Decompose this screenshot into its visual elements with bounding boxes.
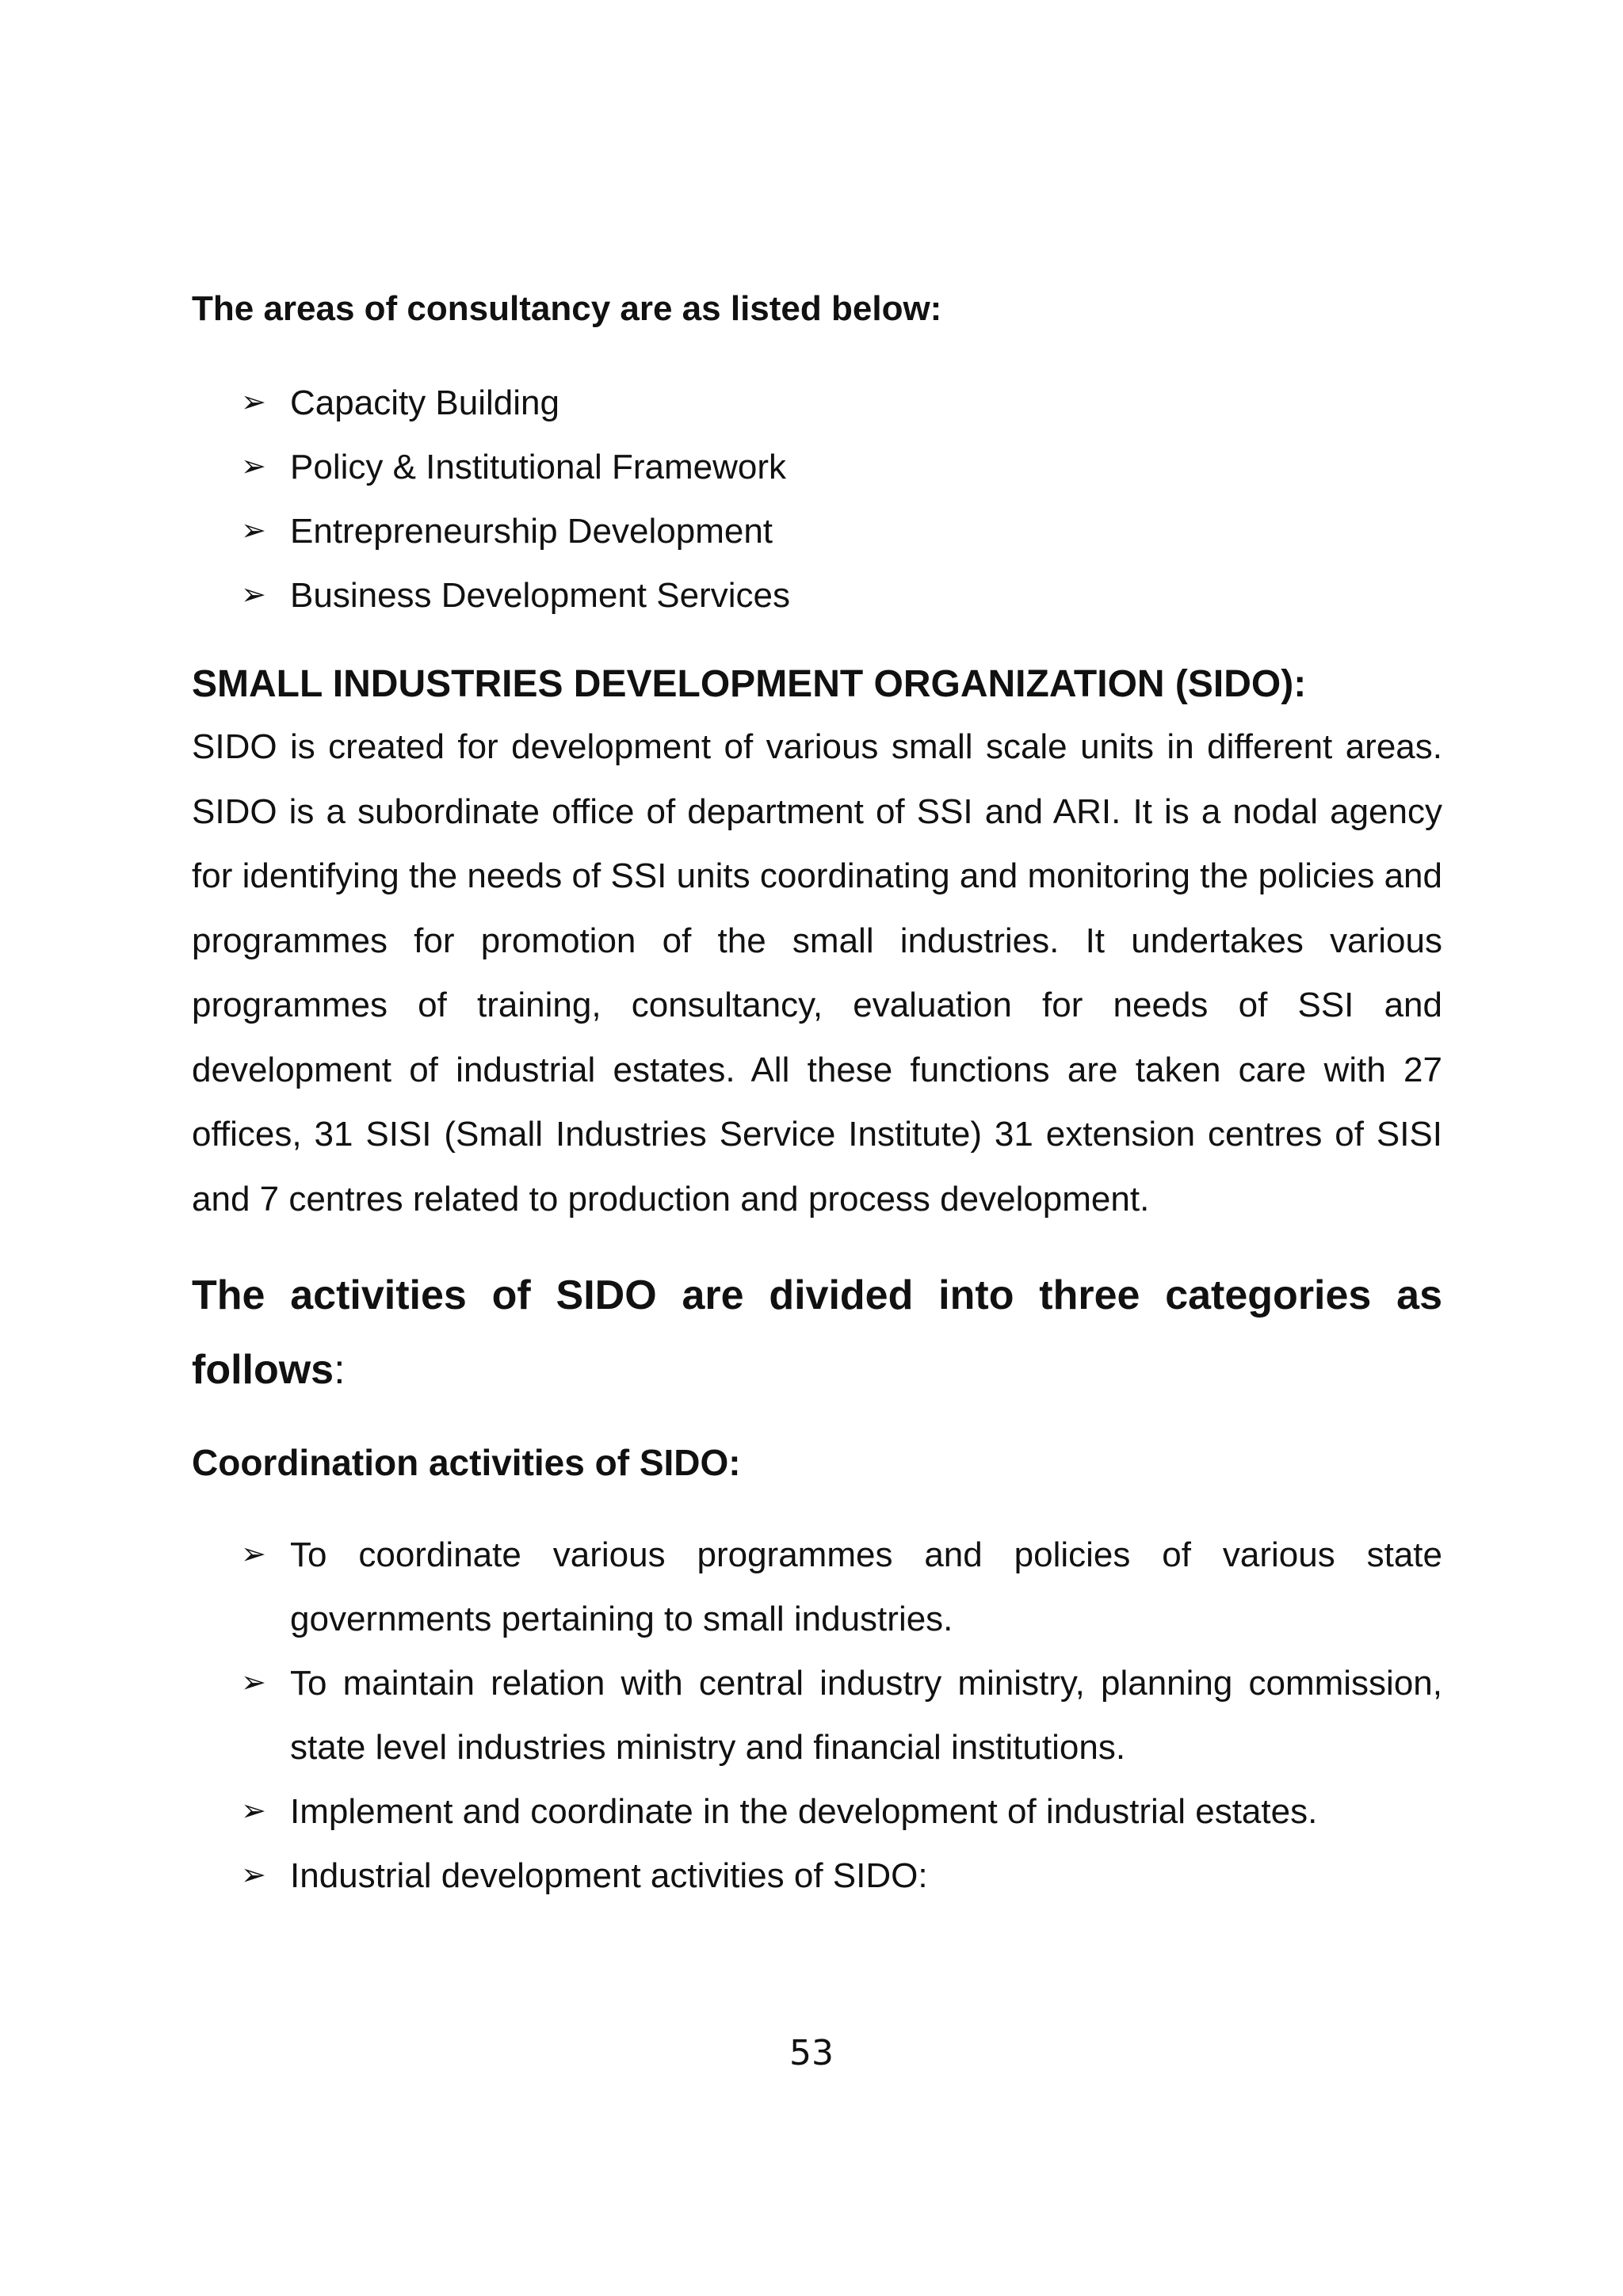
list-item-text: Policy & Institutional Framework xyxy=(290,448,786,486)
list-item xyxy=(241,1651,1442,1779)
consultancy-areas-list xyxy=(192,371,1442,627)
arrow-bullet-icon: ➢ xyxy=(241,578,266,612)
arrow-bullet-icon: ➢ xyxy=(241,450,266,483)
list-item-text: Capacity Building xyxy=(290,383,559,422)
list-item xyxy=(241,563,1442,627)
arrow-bullet-icon: ➢ xyxy=(241,1538,266,1571)
list-item-text: Entrepreneurship Development xyxy=(290,512,773,551)
list-item-text: To coordinate various programmes and policies of various state governments pertaining to small industries. xyxy=(290,1535,1442,1638)
list-item xyxy=(241,371,1442,435)
arrow-bullet-icon: ➢ xyxy=(241,1859,266,1892)
coordination-heading: Coordination activities of SIDO: xyxy=(192,1442,741,1483)
consultancy-heading: The areas of consultancy are as listed below: xyxy=(192,289,942,328)
page-content xyxy=(192,285,1442,1908)
list-item-text: Business Development Services xyxy=(290,576,790,615)
activities-heading xyxy=(192,1258,1442,1407)
arrow-bullet-icon: ➢ xyxy=(241,1666,266,1699)
list-item xyxy=(241,1844,1442,1908)
activities-heading-colon: : xyxy=(334,1347,346,1393)
list-item-text: Industrial development activities of SIDO: xyxy=(290,1856,928,1895)
list-item xyxy=(241,499,1442,563)
coordination-activities-list xyxy=(192,1523,1442,1908)
arrow-bullet-icon: ➢ xyxy=(241,514,266,547)
list-item xyxy=(241,435,1442,499)
list-item-text: Implement and coordinate in the development of industrial estates. xyxy=(290,1792,1318,1831)
sido-description-paragraph: SIDO is created for development of various small scale units in different areas. SIDO is a subordinate office of department of SSI and ARI. It is a nodal agency for identifying the needs of SSI units coordinating and monitoring the policies and programmes for promotion of the small industries. It undertakes various programmes of training, consultancy, evaluation for needs of SSI and development of industrial estates. All these functions are taken care with 27 offices, 31 SISI (Small Industries Service Institute) 31 extension centres of SISI and 7 centres related to production and process development. xyxy=(192,727,1442,1219)
sido-section-title: SMALL INDUSTRIES DEVELOPMENT ORGANIZATION (SIDO): xyxy=(192,663,1307,705)
list-item xyxy=(241,1523,1442,1651)
page-number: 53 xyxy=(789,2033,834,2073)
list-item xyxy=(241,1779,1442,1844)
activities-heading-text: The activities of SIDO are divided into three categories as follows xyxy=(192,1272,1442,1393)
arrow-bullet-icon: ➢ xyxy=(241,1794,266,1828)
arrow-bullet-icon: ➢ xyxy=(241,386,266,419)
list-item-text: To maintain relation with central industry ministry, planning commission, state level industries ministry and financial institutions. xyxy=(290,1664,1442,1767)
